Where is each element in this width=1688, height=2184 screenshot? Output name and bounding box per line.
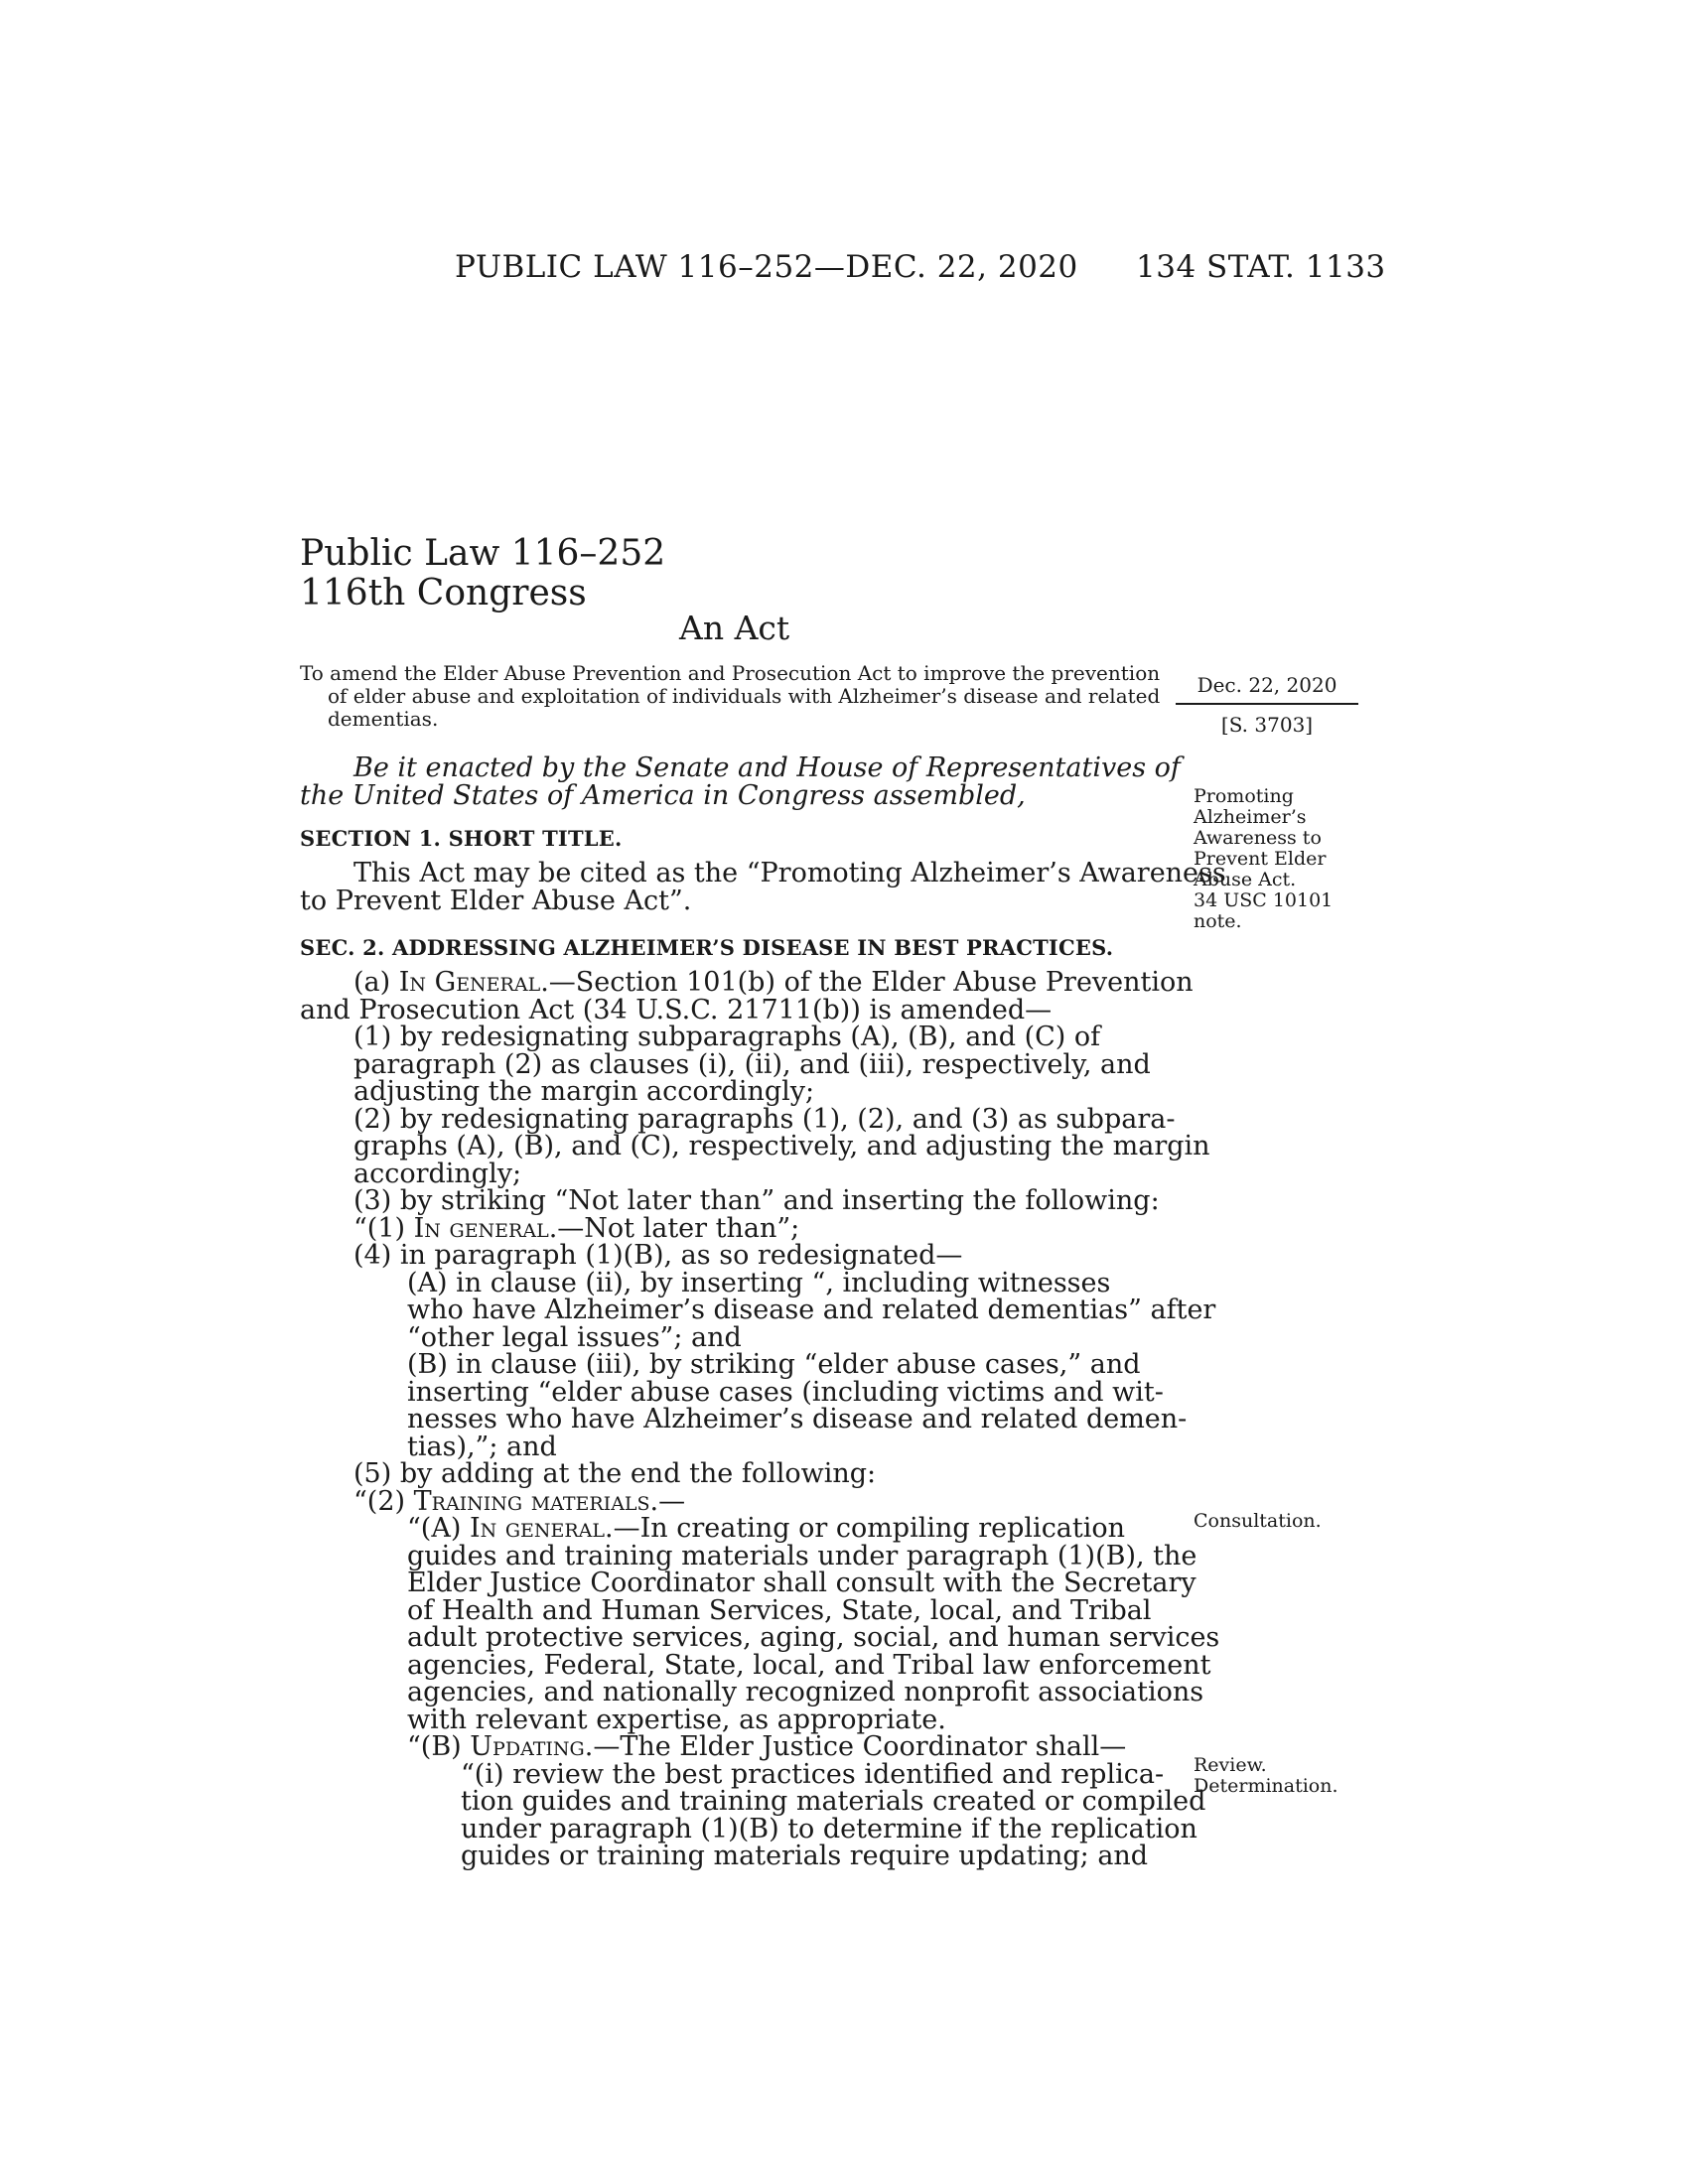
text-line: agencies, Federal, State, local, and Tribal law enforcement [407,1649,1211,1681]
margin-note-determination: Determination. [1194,1775,1338,1797]
running-header-title: PUBLIC LAW 116–252—DEC. 22, 2020 [455,249,1078,285]
margin-note-line: Promoting [1194,785,1294,807]
purpose-line: To amend the Elder Abuse Prevention and Prosecution Act to improve the prevention [300,661,1161,685]
enacting-line: Be it enacted by the Senate and House of Representatives of [353,752,1181,783]
margin-note-line: Abuse Act. [1194,869,1297,890]
margin-note-line: note. [1194,910,1242,932]
margin-note-review-determination [1194,1755,1338,1797]
text-line: under paragraph (1)(B) to determine if the replication [461,1813,1197,1844]
text-line: adult protective services, aging, social, and human services [407,1622,1220,1653]
quoted-clause-i-line: “(i) review the best practices identified and replica- [461,1758,1165,1790]
text-line: paragraph (2) as clauses (i), (ii), and (iii), respectively, and [353,1048,1151,1080]
text-line: guides or training materials require updating; and [461,1841,1149,1871]
quoted-subparagraph-B-line: “(B) Updating.—The Elder Justice Coordinator shall— [407,1731,1127,1762]
text-line: accordingly; [353,1158,522,1189]
stat-page-number: 134 STAT. 1133 [1136,249,1386,285]
text-line: with relevant expertise, as appropriate. [407,1704,946,1735]
text-line: tion guides and training materials created or compiled [461,1786,1206,1817]
text-line: agencies, and nationally recognized nonprofit associations [407,1677,1204,1707]
law-title-block [300,534,665,614]
text-line: tias),”; and [407,1431,557,1462]
text-line: “other legal issues”; and [407,1321,742,1353]
quoted-paragraph-2-line: “(2) Training materials.— [353,1485,686,1517]
paragraph-4-line: (4) in paragraph (1)(B), as so redesignated— [353,1240,963,1271]
enactment-date: Dec. 22, 2020 [1176,673,1358,705]
margin-note-line: Alzheimer’s [1194,806,1307,828]
paragraph-2-line: (2) by redesignating paragraphs (1), (2), and (3) as subpara- [353,1103,1176,1135]
paragraph-1-line: (1) by redesignating subparagraphs (A), (B), and (C) of [353,1022,1101,1052]
quoted-subparagraph-A-line: “(A) In general.—In creating or compiling replication [407,1513,1126,1544]
text-line: graphs (A), (B), and (C), respectively, and adjusting the margin [353,1131,1210,1161]
margin-note-line: Awareness to [1194,827,1322,849]
quoted-paragraph-1-line: “(1) In general.—Not later than”; [353,1212,800,1244]
subparagraph-B-line: (B) in clause (iii), by striking “elder abuse cases,” and [407,1349,1141,1380]
text-line: inserting “elder abuse cases (including victims and wit- [407,1376,1164,1408]
text-line: guides and training materials under paragraph (1)(B), the [407,1540,1197,1571]
congress-number: 116th Congress [300,573,587,614]
section-2-text [300,967,1220,1871]
text-line: nesses who have Alzheimer’s disease and related demen- [407,1404,1188,1434]
text-line: Elder Justice Coordinator shall consult with the Secretary [407,1568,1196,1598]
margin-note-consultation: Consultation. [1194,1510,1322,1532]
enacting-clause [300,752,1181,811]
text-line: This Act may be cited as the “Promoting Alzheimer’s Awareness [353,858,1226,888]
section-1-text [300,858,1226,916]
margin-note-review: Review. [1194,1754,1267,1776]
subsection-a-line: (a) In General.—Section 101(b) of the Elder Abuse Prevention [353,967,1194,998]
text-line: of Health and Human Services, State, local, and Tribal [407,1594,1152,1626]
purpose-line: dementias. [328,707,439,731]
enactment-date-block [1176,673,1358,737]
bill-number: [S. 3703] [1220,713,1314,737]
text-line: and Prosecution Act (34 U.S.C. 21711(b)) is amended— [300,994,1053,1025]
margin-note-line: Prevent Elder [1194,848,1327,870]
public-law-number: Public Law 116–252 [300,533,666,574]
text-line: to Prevent Elder Abuse Act”. [300,885,692,916]
margin-note-line: 34 USC 10101 [1194,889,1334,911]
purpose-line: of elder abuse and exploitation of individuals with Alzheimer’s disease and related [328,684,1161,708]
section-1-heading: SECTION 1. SHORT TITLE. [300,826,623,851]
enacting-line: the United States of America in Congress assembled, [300,780,1026,811]
paragraph-5-line: (5) by adding at the end the following: [353,1458,877,1489]
an-act-heading: An Act [679,609,790,647]
paragraph-3-line: (3) by striking “Not later than” and inserting the following: [353,1185,1160,1216]
subparagraph-A-line: (A) in clause (ii), by inserting “, including witnesses [407,1267,1111,1298]
text-line: adjusting the margin accordingly; [353,1076,815,1107]
purpose-clause [300,662,1166,731]
text-line: who have Alzheimer’s disease and related dementias” after [407,1295,1216,1325]
section-2-heading: SEC. 2. ADDRESSING ALZHEIMER’S DISEASE IN BEST PRACTICES. [300,935,1114,960]
